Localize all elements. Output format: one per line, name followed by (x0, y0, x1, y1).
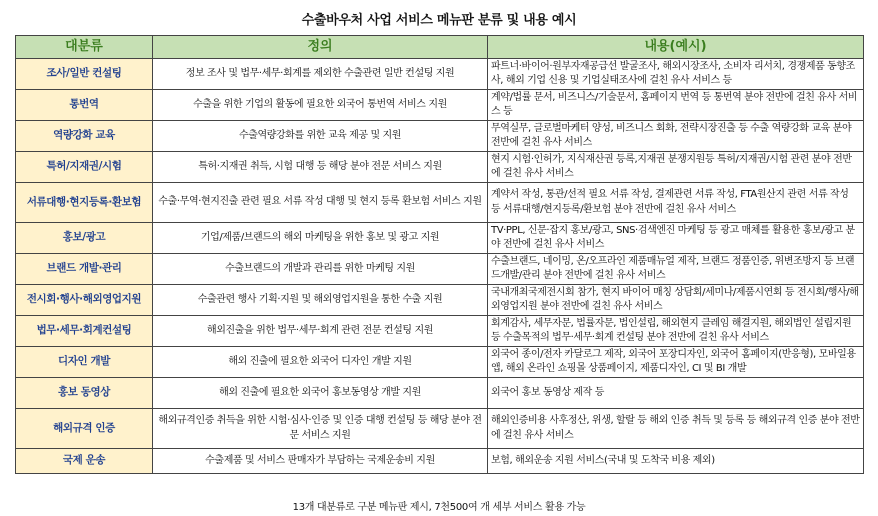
definition-cell: 해외규격인증 취득을 위한 시험·심사·인증 및 인증 대행 컨설팅 등 해당 분야 전문 서비스 지원 (153, 409, 488, 449)
table-row (16, 378, 864, 409)
definition-cell: 해외 진출에 필요한 외국어 디자인 개발 지원 (153, 347, 488, 378)
examples-cell: 수출브랜드, 네이밍, 온/오프라인 제품매뉴얼 제작, 브랜드 정품인증, 위변조방지 등 브랜드개발/관리 분야 전반에 걸친 유사 서비스 (488, 254, 864, 285)
table-row (16, 347, 864, 378)
category-cell: 홍보 동영상 (16, 378, 153, 409)
table-header-row (16, 36, 864, 59)
definition-cell: 수출역량강화를 위한 교육 제공 및 지원 (153, 121, 488, 152)
definition-cell: 수출제품 및 서비스 판매자가 부담하는 국제운송비 지원 (153, 449, 488, 474)
examples-cell: 계약서 작성, 통관/선적 필요 서류 작성, 결제관련 서류 작성, FTA원산지 관련 서류 작성 등 서류대행/현지등록/환보험 분야 전반에 걸친 유사 서비스 (488, 183, 864, 223)
examples-cell: TV·PPL, 신문·잡지 홍보/광고, SNS·검색엔진 마케팅 등 광고 매체를 활용한 홍보/광고 분야 전반에 걸친 유사 서비스 (488, 223, 864, 254)
definition-cell: 수출·무역·현지진출 관련 필요 서류 작성 대행 및 현지 등록 환보험 서비스 지원 (153, 183, 488, 223)
category-cell: 홍보/광고 (16, 223, 153, 254)
table-row (16, 409, 864, 449)
definition-cell: 해외진출을 위한 법무·세무·회계 관련 전문 컨설팅 지원 (153, 316, 488, 347)
category-cell: 특허/지재권/시험 (16, 152, 153, 183)
footnote: 13개 대분류로 구분 메뉴판 제시, 7천500여 개 세부 서비스 활용 가능 (292, 502, 586, 513)
definition-cell: 특허·지재권 취득, 시험 대행 등 해당 분야 전문 서비스 지원 (153, 152, 488, 183)
examples-cell: 외국어 종이/전자 카달로그 제작, 외국어 포장디자인, 외국어 홈페이지(반응형), 모바일용 앱, 해외 온라인 쇼핑몰 상품페이지, 제품디자인, CI 및 BI 개발 (488, 347, 864, 378)
examples-cell: 현지 시험·인허가, 지식재산권 등록,지재권 분쟁지원등 특허/지재권/시험 관련 분야 전반에 걸친 유사 서비스 (488, 152, 864, 183)
examples-cell: 계약/법률 문서, 비즈니스/기술문서, 홈페이지 번역 등 통번역 분야 전반에 걸친 유사 서비스 등 (488, 90, 864, 121)
header-category: 대분류 (16, 36, 153, 59)
table-row (16, 316, 864, 347)
definition-cell: 수출브랜드의 개발과 관리를 위한 마케팅 지원 (153, 254, 488, 285)
table-row (16, 59, 864, 90)
table-row (16, 121, 864, 152)
category-cell: 역량강화 교육 (16, 121, 153, 152)
examples-cell: 보험, 해외운송 지원 서비스(국내 및 도착국 비용 제외) (488, 449, 864, 474)
examples-cell: 국내개최국제전시회 참가, 현지 바이어 매칭 상담회/세미나/제품시연회 등 전시회/행사/해외영업지원 분야 전반에 걸친 유사 서비스 (488, 285, 864, 316)
table-row (16, 285, 864, 316)
table-row (16, 183, 864, 223)
page-title: 수출바우처 사업 서비스 메뉴판 분류 및 내용 예시 (301, 13, 577, 28)
category-cell: 해외규격 인증 (16, 409, 153, 449)
category-cell: 브랜드 개발·관리 (16, 254, 153, 285)
category-cell: 디자인 개발 (16, 347, 153, 378)
examples-cell: 파트너·바이어·원부자재공급선 발굴조사, 해외시장조사, 소비자 리서치, 경쟁제품 동향조사, 해외 기업 신용 및 기업실태조사에 걸친 유사 서비스 등 (488, 59, 864, 90)
definition-cell: 수출관련 행사 기획·지원 및 해외영업지원을 통한 수출 지원 (153, 285, 488, 316)
category-cell: 통번역 (16, 90, 153, 121)
table-row (16, 449, 864, 474)
header-examples: 내용(예시) (488, 36, 864, 59)
category-cell: 국제 운송 (16, 449, 153, 474)
table-row (16, 254, 864, 285)
definition-cell: 해외 진출에 필요한 외국어 홍보동영상 개발 지원 (153, 378, 488, 409)
definition-cell: 기업/제품/브랜드의 해외 마케팅을 위한 홍보 및 광고 지원 (153, 223, 488, 254)
examples-cell: 무역실무, 글로벌마케터 양성, 비즈니스 회화, 전략시장진출 등 수출 역량강화 교육 분야 전반에 걸친 유사 서비스 (488, 121, 864, 152)
examples-cell: 외국어 홍보 동영상 제작 등 (488, 378, 864, 409)
table-row (16, 152, 864, 183)
category-cell: 전시회·행사·해외영업지원 (16, 285, 153, 316)
header-definition: 정의 (153, 36, 488, 59)
table-row (16, 223, 864, 254)
category-cell: 조사/일반 컨설팅 (16, 59, 153, 90)
category-cell: 서류대행·현지등록·환보험 (16, 183, 153, 223)
definition-cell: 정보 조사 및 법무·세무·회계를 제외한 수출관련 일반 컨설팅 지원 (153, 59, 488, 90)
service-menu-table (15, 35, 864, 474)
category-cell: 법무·세무·회계컨설팅 (16, 316, 153, 347)
definition-cell: 수출을 위한 기업의 활동에 필요한 외국어 통번역 서비스 지원 (153, 90, 488, 121)
table-row (16, 90, 864, 121)
examples-cell: 회계감사, 세무자문, 법률자문, 법인설립, 해외현지 클레임 해결지원, 해외법인 설립지원 등 수출목적의 법무·세무·회계 컨설팅 분야 전반에 걸친 유사 서비스 (488, 316, 864, 347)
examples-cell: 해외인증비용 사후정산, 위생, 할랄 등 해외 인증 취득 및 등록 등 해외규격 인증 분야 전반에 걸친 유사 서비스 (488, 409, 864, 449)
